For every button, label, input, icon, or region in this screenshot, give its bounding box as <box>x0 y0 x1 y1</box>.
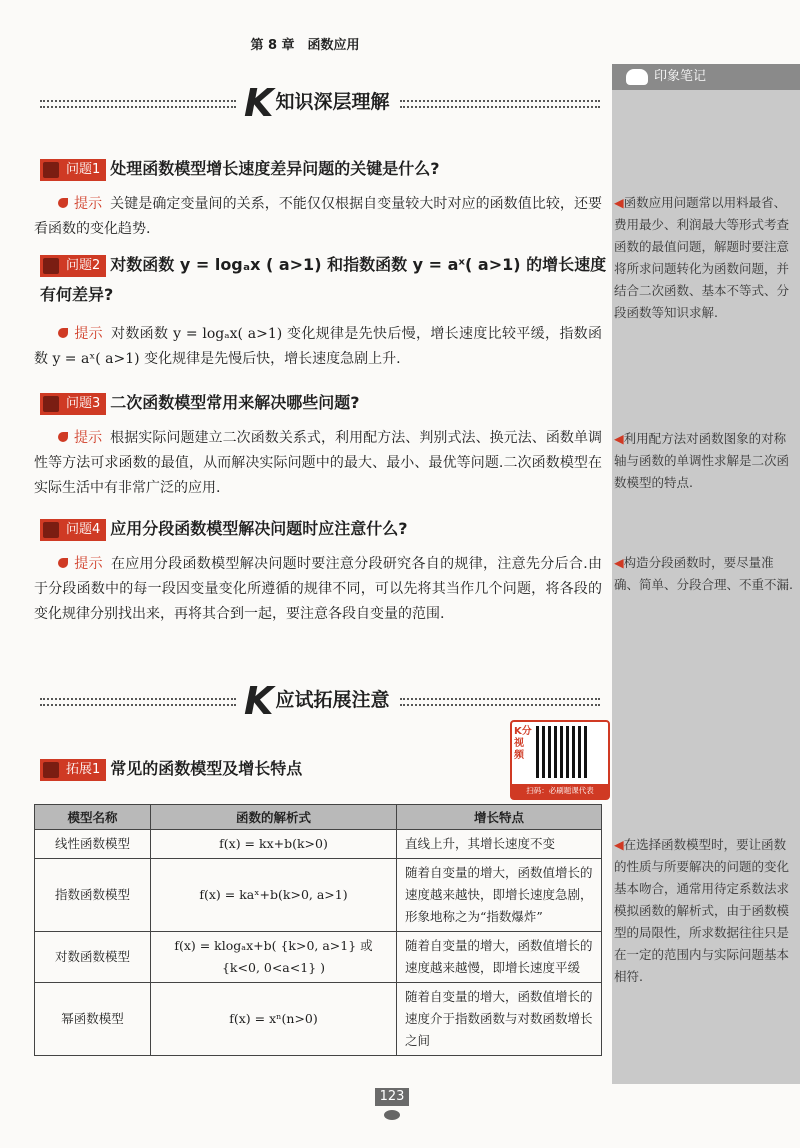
hint-icon <box>58 198 68 208</box>
table-row: 线性函数模型 f(x) = kx+b(k>0) 直线上升，其增长速度不变 <box>35 830 602 859</box>
answer-2: 提示 对数函数 y = logₐx( a>1) 变化规律是先快后慢，增长速度比较平缓，指数函数 y = aˣ( a>1) 变化规律是先慢后快，增长速度急剧上升. <box>34 326 603 367</box>
qr-code-badge[interactable] <box>510 720 610 800</box>
hint-icon <box>58 328 68 338</box>
table-header: 模型名称 <box>35 805 151 830</box>
page-number: 123 <box>375 1088 409 1106</box>
qr-code-icon[interactable] <box>536 726 588 778</box>
side-note-4: ◀在选择函数模型时，要让函数的性质与所要解决的问题的变化基本吻合，通常用待定系数法求模拟函数的解析式，由于函数模型的局限性，所求数据往往只是在一定的范围内与实际问题基本相符. <box>614 837 790 984</box>
table-row: 对数函数模型 f(x) = klogₐx+b( {k>0, a>1} 或 {k<0, 0<a<1} ) 随着自变量的增大，函数值增长的速度越来越慢，即增长速度平缓 <box>35 932 602 983</box>
sidebar-header <box>612 64 800 90</box>
qr-caption: 扫码：必刷题课代表 <box>512 784 608 798</box>
question-tag: 问题2 <box>40 255 106 277</box>
question-tag: 问题4 <box>40 519 106 541</box>
question-3: 问题3 二次函数模型常用来解决哪些问题? <box>40 388 610 418</box>
question-2: 问题2 对数函数 y = logₐx ( a>1) 和指数函数 y = aˣ( a>1) 的增长速度有何差异? <box>40 255 607 304</box>
extension-heading: 拓展1 常见的函数模型及增长特点 <box>40 754 610 784</box>
answer-1: 提示 关键是确定变量间的关系，不能仅仅根据自变量较大时对应的函数值比较，还要看函数的变化趋势. <box>34 196 603 237</box>
bird-icon <box>384 1110 400 1120</box>
side-note-1: ◀函数应用问题常以用料最省、费用最少、利润最大等形式考查函数的最值问题，解题时要注意将所求问题转化为函数问题，并结合二次函数、基本不等式、分段函数等知识求解. <box>614 195 790 320</box>
section-heading-2: K应试拓展注意 <box>40 680 600 720</box>
answer-3: 提示 根据实际问题建立二次函数关系式，利用配方法、判别式法、换元法、函数单调性等方法可求函数的最值，从而解决实际问题中的最大、最小、最优等问题.二次函数模型在实际生活中有非常广泛的应用. <box>34 430 603 496</box>
table-row: 指数函数模型 f(x) = kaˣ+b(k>0, a>1) 随着自变量的增大，函数值增长的速度越来越快，即增长速度急剧，形象地称之为“指数爆炸” <box>35 859 602 932</box>
question-4: 问题4 应用分段函数模型解决问题时应注意什么? <box>40 514 610 544</box>
hint-icon <box>58 432 68 442</box>
hint-icon <box>58 558 68 568</box>
question-tag: 问题3 <box>40 393 106 415</box>
answer-4: 提示 在应用分段函数模型解决问题时要注意分段研究各自的规律，注意先分后合.由于分段函数中的每一段因变量变化所遵循的规律不同，可以先将其当作几个问题，将各段的变化规律分别找出来，再将其合到一起，要注意各段自变量的范围. <box>34 556 602 622</box>
elephant-icon <box>626 69 648 85</box>
chapter-header: 第 8 章 函数应用 <box>250 38 360 53</box>
extension-tag: 拓展1 <box>40 759 106 781</box>
table-header: 增长特点 <box>397 805 602 830</box>
sidebar-title: 印象笔记 <box>654 69 707 84</box>
video-label: K分视频 <box>514 726 532 761</box>
question-tag: 问题1 <box>40 159 106 181</box>
question-1: 问题1 处理函数模型增长速度差异问题的关键是什么? <box>40 154 610 184</box>
k-logo-icon: K <box>244 678 274 723</box>
table-header: 函数的解析式 <box>151 805 397 830</box>
k-logo-icon: K <box>244 80 274 125</box>
side-note-2: ◀利用配方法对函数图象的对称轴与函数的单调性求解是二次函数模型的特点. <box>614 431 790 490</box>
section-heading-1: K知识深层理解 <box>40 82 600 122</box>
side-note-3: ◀构造分段函数时，要尽量准确、简单、分段合理、不重不漏. <box>614 555 793 592</box>
function-model-table <box>34 804 602 1056</box>
table-header-row <box>35 805 602 830</box>
table-row: 幂函数模型 f(x) = xⁿ(n>0) 随着自变量的增大，函数值增长的速度介于指数函数与对数函数增长之间 <box>35 983 602 1056</box>
